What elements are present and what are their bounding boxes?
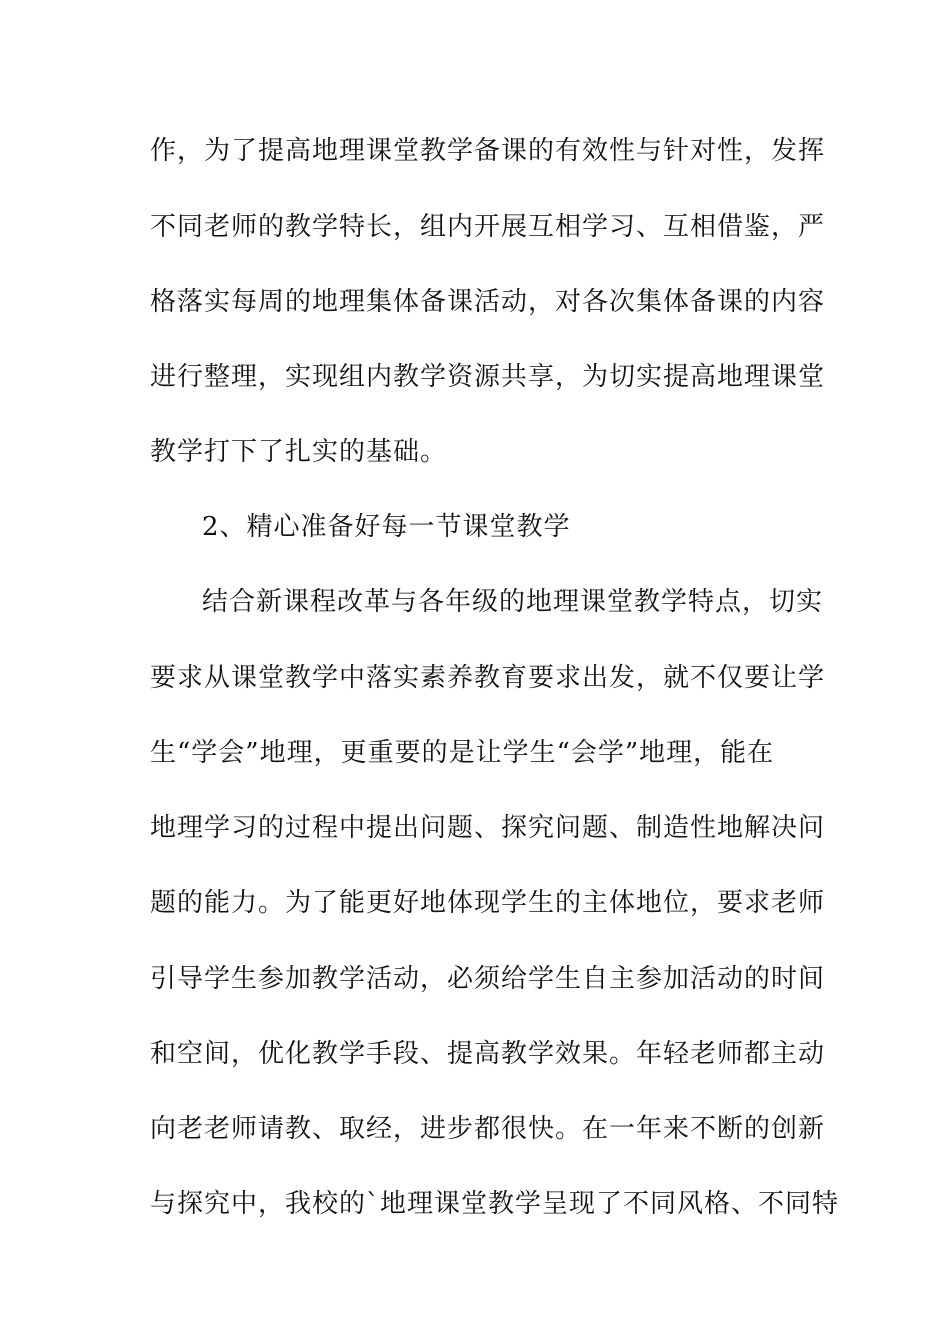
paragraph-line: 不同老师的教学特长，组内开展互相学习、互相借鉴，严	[150, 212, 826, 242]
paragraph-line: 作，为了提高地理课堂教学备课的有效性与针对性，发挥	[150, 136, 826, 166]
paragraph-line: 和空间，优化教学手段、提高教学效果。年轻老师都主动	[150, 1039, 826, 1069]
paragraph-line: 教学打下了扎实的基础。	[150, 437, 448, 467]
paragraph-line: 格落实每周的地理集体备课活动，对各次集体备课的内容	[150, 287, 826, 317]
paragraph-line: 引导学生参加教学活动，必须给学生自主参加活动的时间	[150, 964, 826, 994]
paragraph-line: 生“学会”地理，更重要的是让学生“会学”地理，能在	[150, 738, 775, 768]
paragraph-line: 结合新课程改革与各年级的地理课堂教学特点，切实	[202, 587, 824, 617]
paragraph-line: 进行整理，实现组内教学资源共享，为切实提高地理课堂	[150, 362, 826, 392]
paragraph-line: 与探究中，我校的`地理课堂教学呈现了不同风格、不同特	[150, 1189, 840, 1219]
paragraph-line: 地理学习的过程中提出问题、探究问题、制造性地解决问	[150, 813, 826, 843]
paragraph-line: 题的能力。为了能更好地体现学生的主体地位，要求老师	[150, 888, 826, 918]
paragraph-line: 向老老师请教、取经，进步都很快。在一年来不断的创新	[150, 1114, 826, 1144]
paragraph-line: 要求从课堂教学中落实素养教育要求出发，就不仅要让学	[150, 663, 826, 693]
section-heading: 2、精心准备好每一节课堂教学	[202, 512, 571, 542]
